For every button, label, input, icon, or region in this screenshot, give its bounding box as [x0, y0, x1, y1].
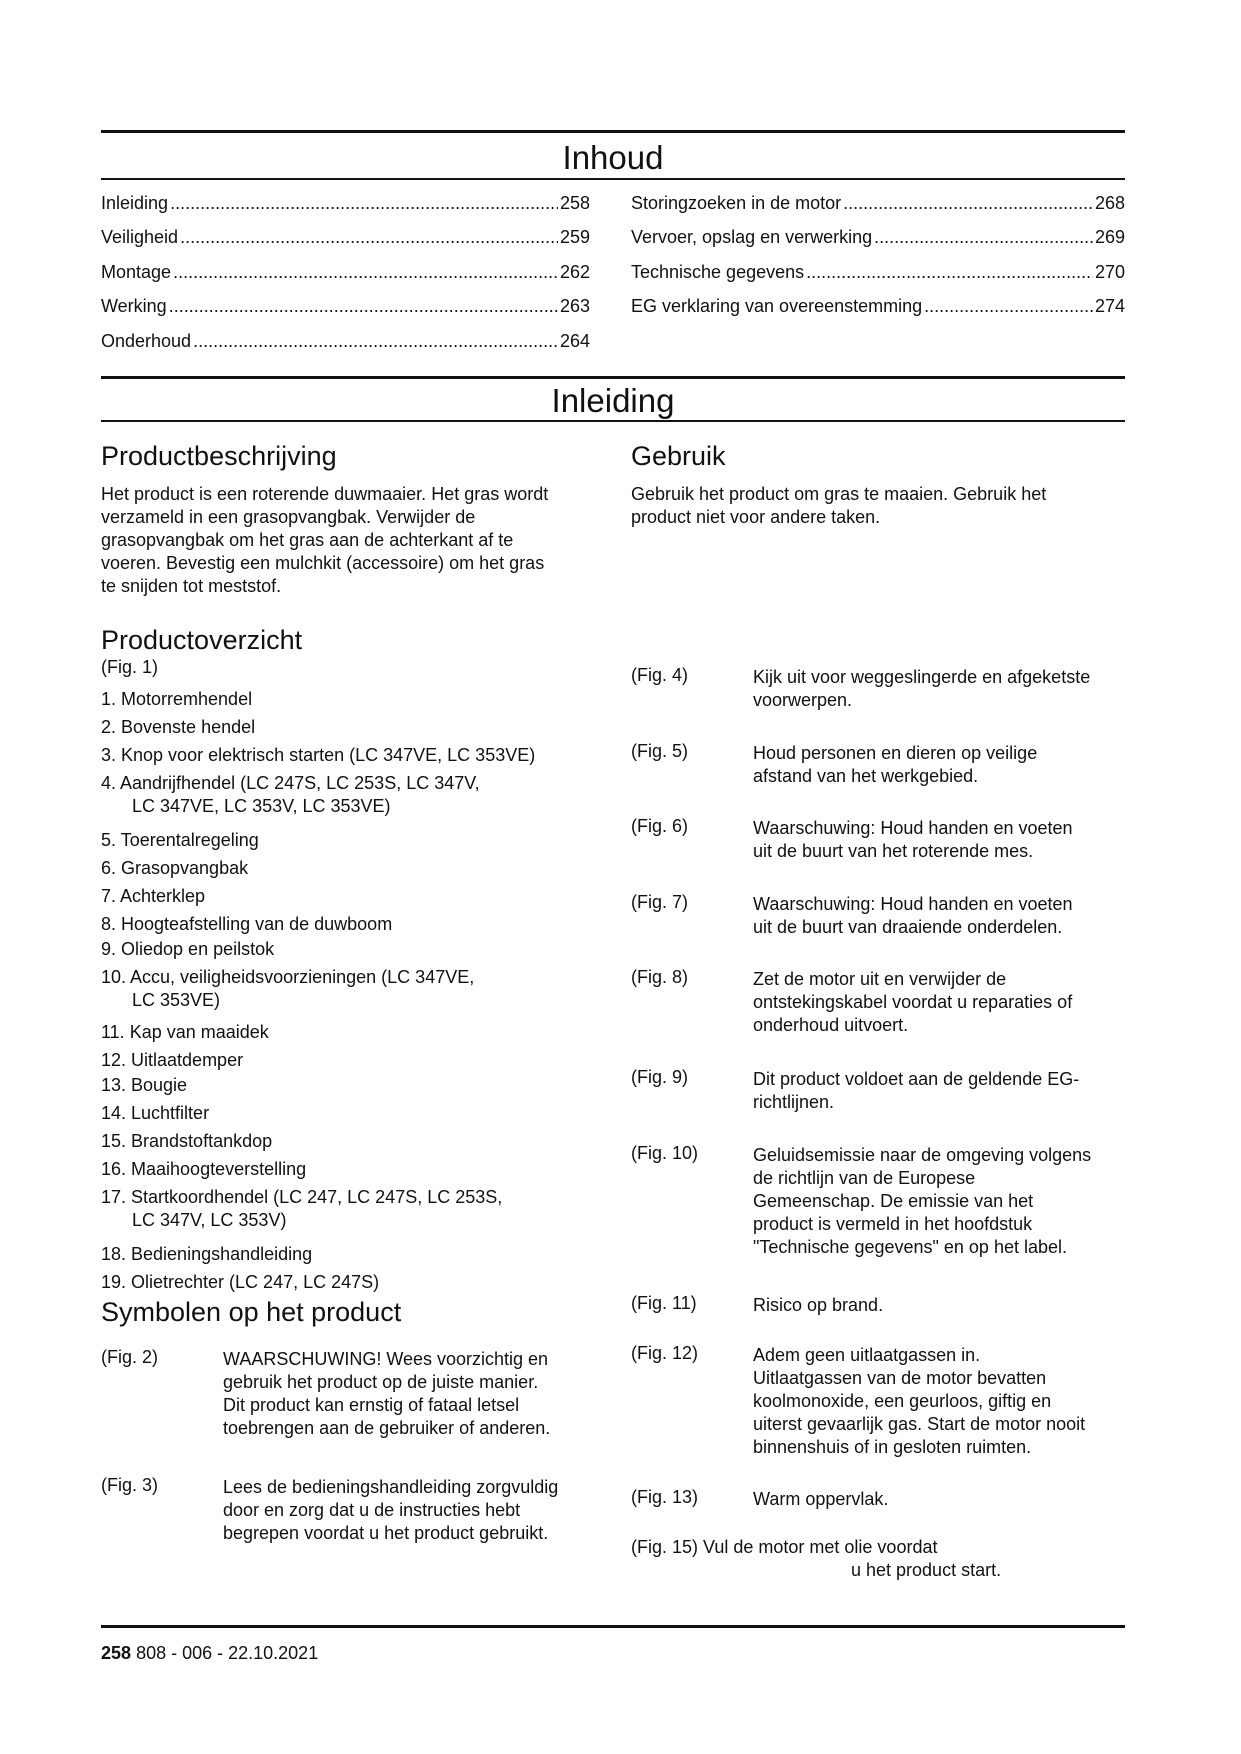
toc-entry-onderhoud[interactable]: [101, 330, 590, 352]
fig15-line1: (Fig. 15) Vul de motor met olie voordat: [631, 1537, 938, 1557]
symbol-fig-ref: (Fig. 7): [631, 892, 689, 912]
symbol-description: [753, 1144, 1125, 1259]
overview-item: [101, 1186, 601, 1232]
toc-page: 270: [1094, 262, 1125, 282]
overview-item-label: 4. Aandrijfhendel (LC 247S, LC 253S, LC 347V,: [101, 773, 480, 793]
toc-entry-storingzoeken[interactable]: [631, 192, 1125, 214]
productbeschrijving-heading: Productbeschrijving: [101, 441, 337, 471]
overview-item-label: 11. Kap van maaidek: [101, 1022, 269, 1042]
productbeschrijving-text: [101, 483, 601, 598]
overview-item: [101, 1130, 601, 1153]
overview-item-label: 10. Accu, veiligheidsvoorzieningen (LC 347VE,: [101, 967, 475, 987]
productoverzicht-fig: (Fig. 1): [101, 657, 159, 677]
toc-label: Montage: [101, 262, 172, 282]
overview-item-label: 8. Hoogteafstelling van de duwboom: [101, 914, 393, 934]
toc-entry-eg-verklaring[interactable]: [631, 295, 1125, 317]
toc-entry-veiligheid[interactable]: [101, 226, 590, 248]
top-rule: [101, 130, 1125, 133]
overview-item: [101, 1021, 601, 1044]
text-line: Adem geen uitlaatgassen in.: [753, 1345, 981, 1365]
overview-item: [101, 966, 601, 1012]
toc-label: Storingzoeken in de motor: [631, 193, 842, 213]
text-line: verzameld in een grasopvangbak. Verwijder de: [101, 507, 476, 527]
symbol-fig-ref: (Fig. 8): [631, 967, 689, 987]
text-line: "Technische gegevens" en op het label.: [753, 1237, 1067, 1257]
overview-item: [101, 938, 601, 961]
symbol-description: [753, 1068, 1125, 1114]
overview-item: [101, 885, 601, 908]
overview-item: [101, 772, 601, 818]
text-line: Uitlaatgassen van de motor bevatten: [753, 1368, 1047, 1388]
toc-page: 264: [559, 331, 590, 351]
toc-label: Technische gegevens: [631, 262, 805, 282]
toc-entry-technische-gegevens[interactable]: [631, 261, 1125, 283]
overview-item: [101, 1158, 601, 1181]
text-line: uit de buurt van het roterende mes.: [753, 841, 1034, 861]
toc-entry-inleiding[interactable]: [101, 192, 590, 214]
toc-label: Inleiding: [101, 193, 169, 213]
text-line: koolmonoxide, een geurloos, giftig en: [753, 1391, 1052, 1411]
text-line: Houd personen en dieren op veilige: [753, 743, 1038, 763]
text-line: Gebruik het product om gras te maaien. Gebruik het: [631, 484, 1047, 504]
text-line: Lees de bedieningshandleiding zorgvuldig: [223, 1477, 559, 1497]
text-line: Het product is een roterende duwmaaier. Het gras wordt: [101, 484, 549, 504]
symbol-fig-ref: (Fig. 9): [631, 1067, 689, 1087]
text-line: Kijk uit voor weggeslingerde en afgeketste: [753, 667, 1091, 687]
text-line: binnenshuis of in gesloten ruimten.: [753, 1437, 1032, 1457]
footer: [101, 1642, 318, 1665]
toc-page: 268: [1094, 193, 1125, 213]
text-line: Waarschuwing: Houd handen en voeten: [753, 894, 1073, 914]
text-line: Risico op brand.: [753, 1295, 884, 1315]
text-line: voorwerpen.: [753, 690, 853, 710]
symbol-description: [753, 666, 1125, 712]
symbol-fig-ref: (Fig. 6): [631, 816, 689, 836]
toc-label: Veiligheid: [101, 227, 179, 247]
overview-item: [101, 913, 601, 936]
overview-item: [101, 1102, 601, 1125]
text-line: voeren. Bevestig een mulchkit (accessoire) om het gras: [101, 553, 545, 573]
toc-entry-montage[interactable]: [101, 261, 590, 283]
toc-page: 259: [559, 227, 590, 247]
text-line: de richtlijn van de Europese: [753, 1168, 976, 1188]
symbol-fig-ref: (Fig. 4): [631, 665, 689, 685]
text-line: Warm oppervlak.: [753, 1489, 889, 1509]
toc-page: 258: [559, 193, 590, 213]
overview-item-label: 17. Startkoordhendel (LC 247, LC 247S, LC 253S,: [101, 1187, 503, 1207]
text-line: uit de buurt van draaiende onderdelen.: [753, 917, 1063, 937]
toc-title-rule: [101, 178, 1125, 180]
symbol-description: [753, 968, 1125, 1037]
overview-item-label: 3. Knop voor elektrisch starten (LC 347VE, LC 353VE): [101, 745, 536, 765]
overview-item-label: 7. Achterklep: [101, 886, 206, 906]
overview-item-label: 2. Bovenste hendel: [101, 717, 256, 737]
section-title-rule: [101, 420, 1125, 422]
text-line: door en zorg dat u de instructies hebt: [223, 1500, 521, 1520]
text-line: ontstekingskabel voordat u reparaties of: [753, 992, 1073, 1012]
overview-item: [101, 829, 601, 852]
text-line: onderhoud uitvoert.: [753, 1015, 909, 1035]
toc-label: EG verklaring van overeenstemming: [631, 296, 923, 316]
symbol-description: [753, 893, 1125, 939]
text-line: product is vermeld in het hoofdstuk: [753, 1214, 1033, 1234]
overview-item: [101, 857, 601, 880]
overview-item-label: 9. Oliedop en peilstok: [101, 939, 275, 959]
overview-item-continuation: LC 347V, LC 353V): [132, 1210, 287, 1230]
symbol-description: [753, 1488, 1125, 1511]
overview-item-label: 12. Uitlaatdemper: [101, 1050, 244, 1070]
toc-page: 262: [559, 262, 590, 282]
gebruik-text: [631, 483, 1125, 529]
text-line: Gemeenschap. De emissie van het: [753, 1191, 1034, 1211]
overview-item-label: 6. Grasopvangbak: [101, 858, 249, 878]
symbol-fig-ref: (Fig. 10): [631, 1143, 699, 1163]
page-number: 258: [101, 1643, 132, 1663]
text-line: product niet voor andere taken.: [631, 507, 881, 527]
section-title: Inleiding: [551, 382, 675, 419]
text-line: uiterst gevaarlijk gas. Start de motor nooit: [753, 1414, 1086, 1434]
gebruik-heading: Gebruik: [631, 441, 726, 471]
overview-item-label: 18. Bedieningshandleiding: [101, 1244, 313, 1264]
fig15-line2: u het product start.: [851, 1560, 1002, 1580]
toc-title: Inhoud: [562, 139, 664, 176]
overview-item: [101, 688, 601, 711]
symbol-description: [223, 1476, 603, 1545]
fig15-note: [631, 1536, 1125, 1582]
section-top-rule: [101, 376, 1125, 379]
text-line: Zet de motor uit en verwijder de: [753, 969, 1007, 989]
symbol-fig-ref: (Fig. 2): [101, 1347, 159, 1367]
text-line: grasopvangbak om het gras aan de achterkant af te: [101, 530, 514, 550]
toc-label: Werking: [101, 296, 167, 316]
symbol-fig-ref: (Fig. 11): [631, 1293, 697, 1313]
toc-label: Onderhoud: [101, 331, 192, 351]
overview-item: [101, 1074, 601, 1097]
toc-page: 269: [1094, 227, 1125, 247]
text-line: Geluidsemissie naar de omgeving volgens: [753, 1145, 1092, 1165]
overview-item-label: 1. Motorremhendel: [101, 689, 253, 709]
symbol-description: [753, 1344, 1125, 1459]
overview-item-label: 15. Brandstoftankdop: [101, 1131, 273, 1151]
overview-item-label: 14. Luchtfilter: [101, 1103, 210, 1123]
toc-page: 274: [1094, 296, 1125, 316]
overview-item-label: 19. Olietrechter (LC 247, LC 247S): [101, 1272, 380, 1292]
overview-item: [101, 716, 601, 739]
symbol-fig-ref: (Fig. 3): [101, 1475, 159, 1495]
symbol-description: [753, 742, 1125, 788]
text-line: Waarschuwing: Houd handen en voeten: [753, 818, 1073, 838]
overview-item-continuation: LC 353VE): [132, 990, 221, 1010]
overview-item-label: 5. Toerentalregeling: [101, 830, 259, 850]
text-line: toebrengen aan de gebruiker of anderen.: [223, 1418, 551, 1438]
toc-entry-werking[interactable]: [101, 295, 590, 317]
text-line: Dit product kan ernstig of fataal letsel: [223, 1395, 520, 1415]
overview-item-label: 16. Maaihoogteverstelling: [101, 1159, 307, 1179]
text-line: afstand van het werkgebied.: [753, 766, 979, 786]
overview-item: [101, 1271, 601, 1294]
overview-item-continuation: LC 347VE, LC 353V, LC 353VE): [132, 796, 391, 816]
overview-item: [101, 1243, 601, 1266]
overview-item-label: 13. Bougie: [101, 1075, 188, 1095]
overview-item: [101, 1049, 601, 1072]
toc-page: 263: [559, 296, 590, 316]
symbol-description: [223, 1348, 603, 1440]
text-line: te snijden tot meststof.: [101, 576, 282, 596]
symbol-fig-ref: (Fig. 13): [631, 1487, 699, 1507]
overview-item: [101, 744, 601, 767]
text-line: gebruik het product op de juiste manier.: [223, 1372, 539, 1392]
text-line: Dit product voldoet aan de geldende EG-: [753, 1069, 1080, 1089]
symbol-description: [753, 1294, 1125, 1317]
toc-entry-vervoer[interactable]: [631, 226, 1125, 248]
toc-label: Vervoer, opslag en verwerking: [631, 227, 873, 247]
doc-code: 808 - 006 - 22.10.2021: [136, 1643, 319, 1663]
productoverzicht-heading: Productoverzicht: [101, 625, 303, 655]
symbol-fig-ref: (Fig. 5): [631, 741, 689, 761]
text-line: begrepen voordat u het product gebruikt.: [223, 1523, 549, 1543]
text-line: richtlijnen.: [753, 1092, 835, 1112]
symbol-fig-ref: (Fig. 12): [631, 1343, 699, 1363]
symbolen-heading: Symbolen op het product: [101, 1297, 402, 1327]
text-line: WAARSCHUWING! Wees voorzichtig en: [223, 1349, 549, 1369]
footer-rule: [101, 1625, 1125, 1628]
symbol-description: [753, 817, 1125, 863]
